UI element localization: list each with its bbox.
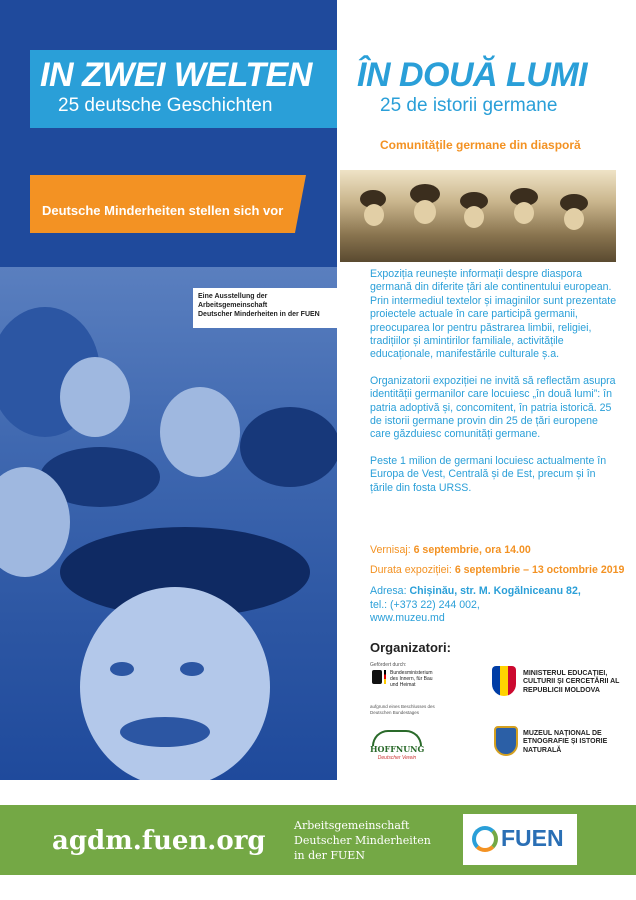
banner-text: Deutsche Minderheiten stellen sich vor [42, 203, 284, 218]
federal-eagle-icon [372, 670, 382, 684]
title-romanian: ÎN DOUĂ LUMI [357, 56, 588, 94]
bottom-margin [0, 875, 636, 900]
hoffnung-logo: HOFFNUNG Deutscher Verein [368, 726, 426, 770]
vernisaj-line: Vernisaj: 6 septembrie, ora 14.00 [370, 544, 531, 556]
footer-url-link[interactable]: agdm.fuen.org [52, 826, 266, 856]
ministry-name: MINISTERUL EDUCAȚIEI, CULTURII ȘI CERCETĂRII AL REPUBLICII MOLDOVA [523, 670, 620, 694]
german-flag-icon [384, 670, 386, 684]
exhibition-caption: Eine Ausstellung der Arbeitsgemeinschaft Deutscher Minderheiten in der FUEN [193, 288, 337, 328]
spacer [0, 780, 636, 805]
description-paragraph: Peste 1 milion de germani locuiesc actualmente în Europa de Vest, Centrală și de Est, precum și în țările din fosta URSS. [370, 454, 607, 494]
bundestag-note: aufgrund eines Beschlusses des Deutschen Bundestages [370, 704, 435, 715]
description [370, 268, 618, 508]
footer-organization: Arbeitsgemeinschaft Deutscher Minderheiten in der FUEN [294, 819, 431, 862]
subtitle-german: 25 deutsche Geschichten [58, 95, 273, 116]
title-german: IN ZWEI WELTEN [40, 56, 312, 94]
website-link[interactable]: www.muzeu.md [370, 612, 445, 624]
phone-line: tel.: (+373 22) 244 002, [370, 599, 480, 611]
bmi-logo-text: Bundesministerium des Innern, für Bau und Heimat [390, 670, 433, 688]
museum-crest-icon [494, 726, 518, 756]
sepia-group-photo [340, 170, 616, 262]
fuen-ring-icon [472, 826, 498, 852]
fuen-logo-text: FUEN [501, 825, 564, 851]
subtitle-romanian: 25 de istorii germane [380, 95, 558, 116]
funded-by-label: Gefördert durch: [370, 662, 407, 668]
description-paragraph: Expoziția reunește informații despre diaspora germană din diferite țări ale continentului european. Prin intermediul textelor și imaginilor sunt prezentate proiectele actuale în care participă germanii, preocuparea lor pentru păstrarea limbii, religiei, tradițiilor și amintirilor familiale, activitățile educaționale, manifestările culturale ș.a. [370, 268, 617, 361]
address-line: Adresa: Chișinău, str. M. Kogălniceanu 82, [370, 585, 581, 597]
moldova-coat-of-arms-icon [492, 666, 516, 696]
diaspora-heading: Comunitățile germane din diasporă [380, 138, 581, 152]
organizers-title: Organizatori: [370, 640, 451, 655]
museum-name: MUZEUL NAȚIONAL DE ETNOGRAFIE ȘI ISTORIE NATURALĂ [523, 730, 608, 754]
blue-group-photo [0, 267, 337, 780]
description-paragraph: Organizatorii expoziției ne invită să reflectăm asupra identității germanilor care locuiesc „în două lumi”: în patria adoptivă și, concomitent, în patria istorică. 25 de istorii germane provin din 25 de țări europene care găzduiesc comunități germane. [370, 374, 616, 441]
durata-line: Durata expoziției: 6 septembrie – 13 octombrie 2019 [370, 564, 625, 576]
